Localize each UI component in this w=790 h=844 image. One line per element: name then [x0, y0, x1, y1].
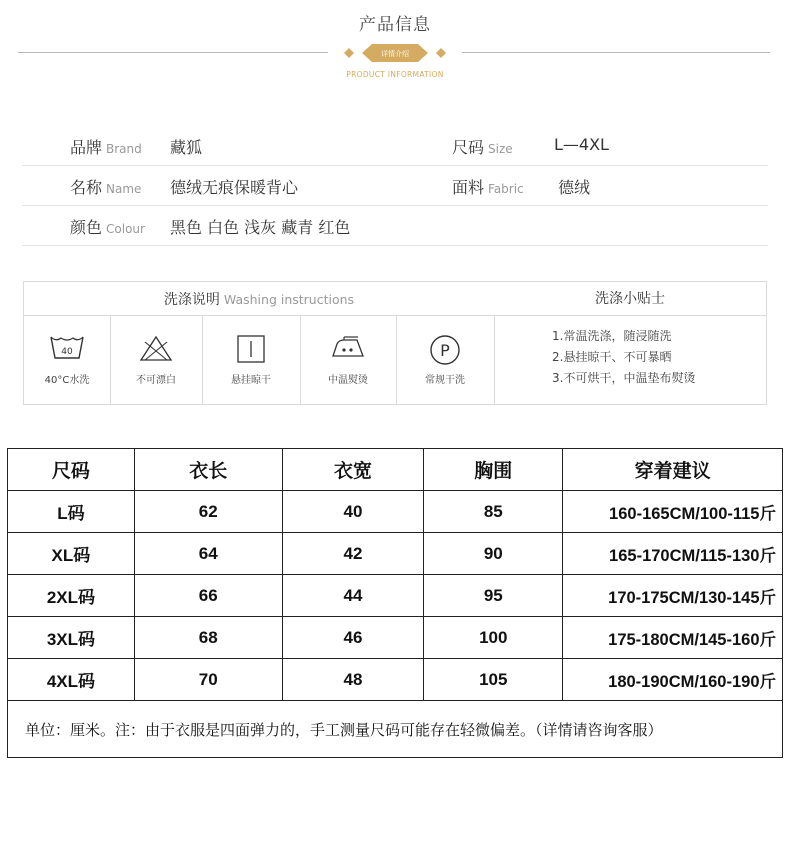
wash-40-caption: 40°C水洗: [44, 375, 90, 386]
table-row: [8, 491, 783, 533]
header-ornament: [340, 42, 450, 64]
table-row: [8, 659, 783, 701]
header-divider-left: [18, 52, 328, 53]
iron-medium-icon: [330, 334, 366, 360]
washing-panel: [23, 281, 767, 405]
fabric-value: 德绒: [558, 178, 591, 197]
cell-suggestion: 180-190CM/160-190斤: [563, 659, 783, 701]
wash-cell-4: [300, 316, 397, 404]
color-value: 黑色 白色 浅灰 藏青 红色: [170, 218, 351, 237]
svg-text:P: P: [440, 341, 450, 360]
cell-chest: 95: [424, 575, 563, 617]
cell-size: XL码: [8, 533, 135, 575]
hang-dry-caption: 悬挂晾干: [231, 375, 271, 386]
wash-cell-5: [396, 316, 495, 404]
cell-chest: 100: [424, 617, 563, 659]
cell-size: 2XL码: [8, 575, 135, 617]
table-row: [8, 617, 783, 659]
cell-width: 44: [282, 575, 424, 617]
ornament-diamond-left: [344, 48, 354, 58]
cell-width: 46: [282, 617, 424, 659]
header-chest: 胸围: [424, 449, 563, 491]
no-bleach-caption: 不可漂白: [136, 375, 176, 386]
info-row-brand: [22, 125, 768, 166]
cell-length: 70: [134, 659, 282, 701]
svg-text:40: 40: [61, 347, 73, 357]
size-table-note-row: [8, 701, 783, 758]
cell-size: 4XL码: [8, 659, 135, 701]
fabric-label: 面料 Fabric: [452, 178, 524, 197]
cell-suggestion: 160-165CM/100-115斤: [563, 491, 783, 533]
tip-item: 1.常温洗涤，随浸随洗: [552, 329, 672, 343]
cell-suggestion: 175-180CM/145-160斤: [563, 617, 783, 659]
header-size: 尺码: [8, 449, 135, 491]
wash-40-icon: [49, 334, 85, 360]
name-value: 德绒无痕保暖背心: [170, 178, 299, 197]
size-table-header: [8, 449, 783, 491]
dry-clean-icon: [429, 334, 461, 366]
cell-length: 66: [134, 575, 282, 617]
size-value: L—4XL: [554, 135, 609, 154]
header-suggestion: 穿着建议: [563, 449, 783, 491]
brand-label: 品牌 Brand: [70, 138, 142, 157]
dry-clean-caption: 常规干洗: [425, 375, 465, 386]
size-table: [7, 448, 783, 758]
cell-width: 42: [282, 533, 424, 575]
cell-suggestion: 165-170CM/115-130斤: [563, 533, 783, 575]
cell-size: 3XL码: [8, 617, 135, 659]
header-length: 衣长: [134, 449, 282, 491]
table-row: [8, 533, 783, 575]
washing-title: 洗涤说明 Washing instructions: [163, 292, 355, 308]
no-bleach-icon: [139, 334, 173, 362]
ornament-diamond-right: [436, 48, 446, 58]
hang-dry-icon: [236, 334, 266, 364]
info-row-color: [22, 205, 768, 246]
wash-cell-2: [110, 316, 203, 404]
color-label: 颜色 Colour: [70, 218, 145, 237]
tips-title: 洗涤小贴士: [595, 291, 665, 307]
header-width: 衣宽: [282, 449, 424, 491]
table-row: [8, 575, 783, 617]
tip-item: 2.悬挂晾干、不可暴晒: [552, 350, 672, 364]
brand-value: 藏狐: [170, 138, 203, 157]
cell-chest: 105: [424, 659, 563, 701]
cell-suggestion: 170-175CM/130-145斤: [563, 575, 783, 617]
size-note: 单位：厘米。注：由于衣服是四面弹力的，手工测量尺码可能存在轻微偏差。（详情请咨询客服）: [8, 701, 783, 758]
wash-cell-3: [202, 316, 301, 404]
washing-tips: [552, 326, 695, 389]
name-label: 名称 Name: [70, 178, 142, 197]
cell-chest: 90: [424, 533, 563, 575]
cell-length: 62: [134, 491, 282, 533]
section-title: 产品信息: [359, 15, 431, 35]
cell-length: 64: [134, 533, 282, 575]
tip-item: 3.不可烘干，中温垫布熨烫: [552, 371, 696, 385]
info-row-name: [22, 165, 768, 206]
section-subtitle: PRODUCT INFORMATION: [346, 70, 444, 79]
cell-width: 48: [282, 659, 424, 701]
ornament-badge-text: 详情介绍: [381, 50, 409, 58]
iron-medium-caption: 中温熨烫: [328, 375, 368, 386]
header-divider-right: [462, 52, 770, 53]
size-label: 尺码 Size: [452, 138, 513, 157]
cell-length: 68: [134, 617, 282, 659]
cell-chest: 85: [424, 491, 563, 533]
cell-width: 40: [282, 491, 424, 533]
wash-cell-1: [24, 316, 111, 404]
cell-size: L码: [8, 491, 135, 533]
